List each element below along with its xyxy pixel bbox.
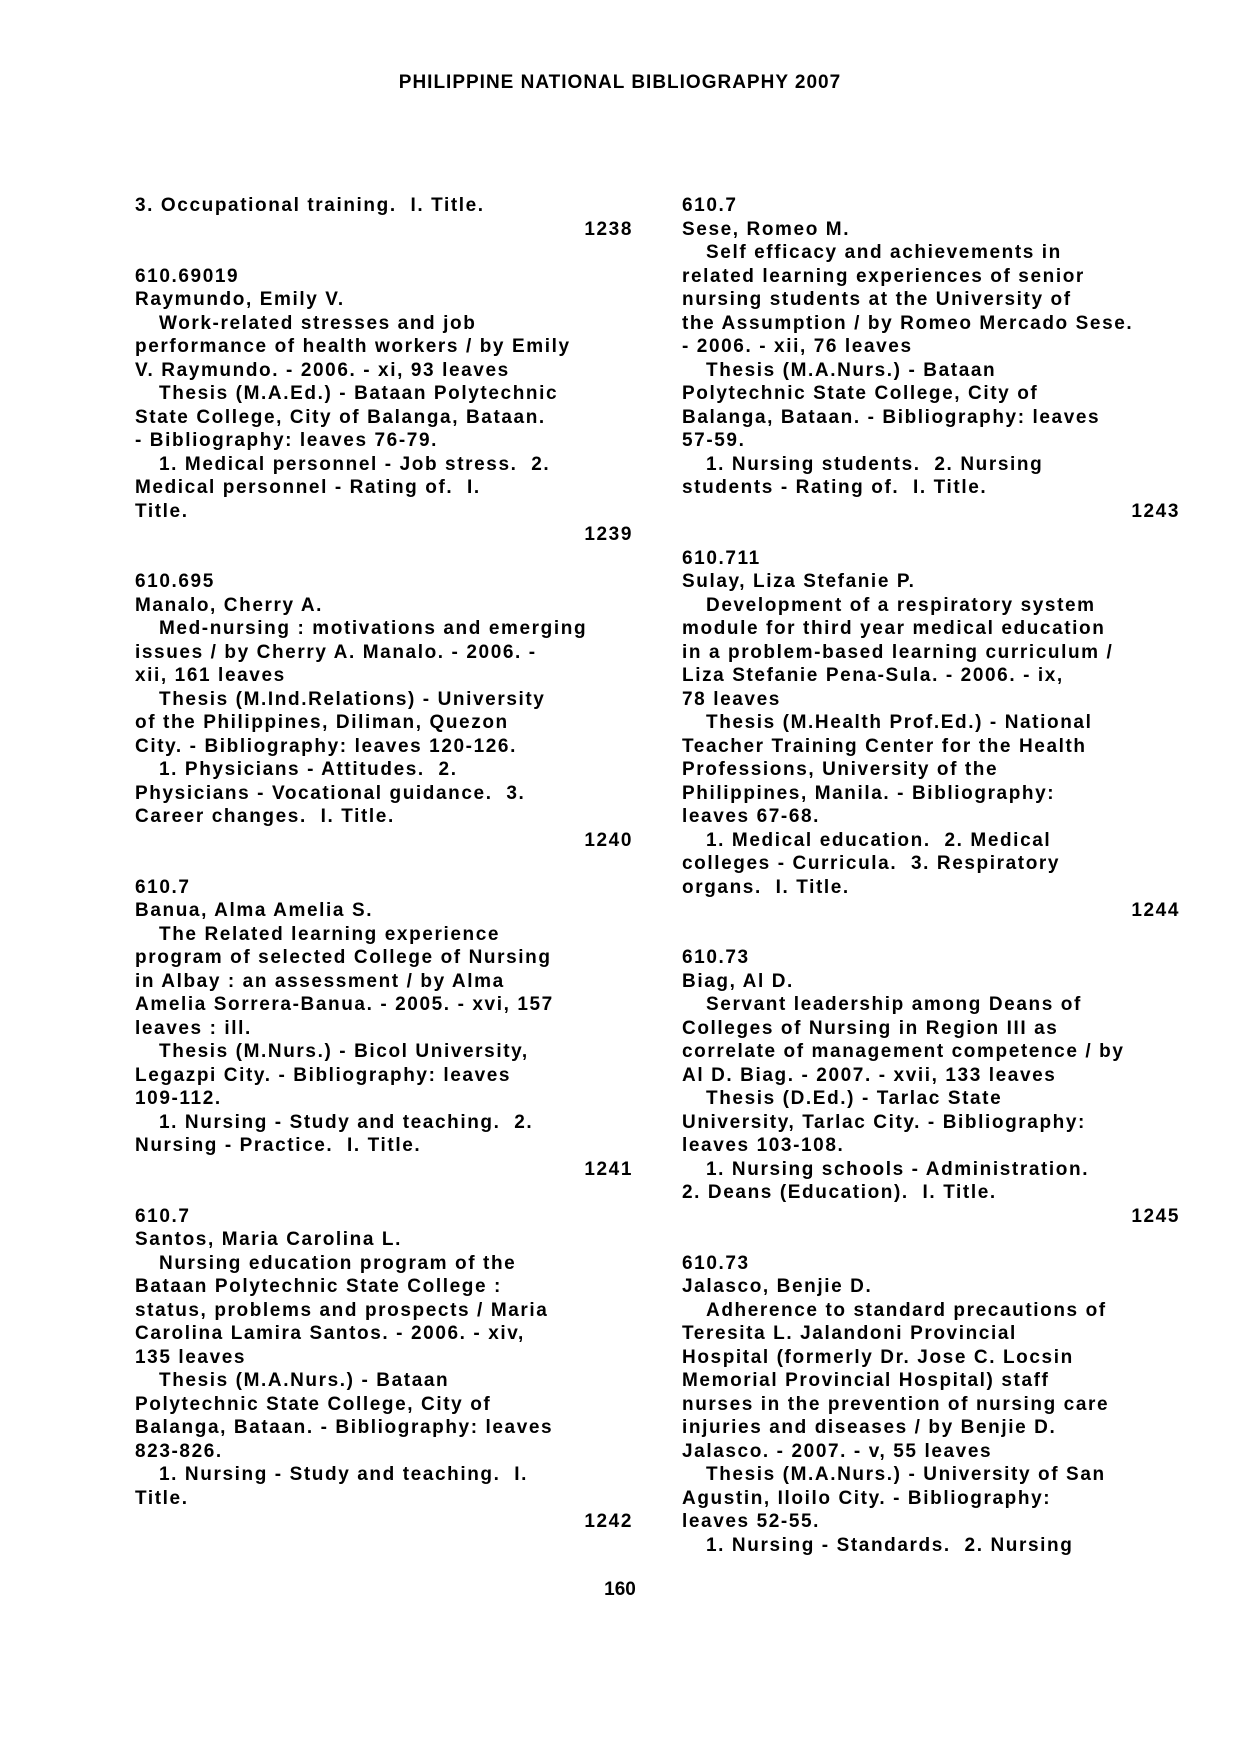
text-line: 823-826.: [135, 1440, 223, 1462]
text-line: correlate of management competence / by: [682, 1041, 1125, 1062]
entry-gap: [135, 1181, 633, 1205]
text-line: status, problems and prospects / Maria: [135, 1299, 549, 1321]
text-line: Amelia Sorrera-Banua. - 2005. - xvi, 157: [135, 994, 554, 1015]
text-line: 1. Physicians - Attitudes. 2.: [159, 759, 458, 780]
text-line: 610.73: [682, 1252, 750, 1274]
text-line: leaves 52-55.: [682, 1511, 821, 1532]
entry-gap: [682, 1228, 1180, 1252]
text-line: Polytechnic State College, City of: [682, 383, 1039, 404]
text-line: issues / by Cherry A. Manalo. - 2006. -: [135, 641, 537, 663]
entry-gap: [135, 852, 633, 876]
text-line: Nursing education program of the: [159, 1252, 517, 1274]
text-line: Philippines, Manila. - Bibliography:: [682, 782, 1056, 804]
text-line: 1. Nursing - Study and teaching. I.: [159, 1464, 529, 1485]
text-line: Teresita L. Jalandoni Provincial: [682, 1323, 1017, 1344]
text-line: Agustin, Iloilo City. - Bibliography:: [682, 1487, 1052, 1509]
entry-gap: [682, 923, 1180, 947]
text-line: Thesis (M.A.Nurs.) - Bataan: [159, 1370, 450, 1391]
text-line: 109-112.: [135, 1088, 222, 1109]
text-line: in Albay : an assessment / by Alma: [135, 970, 505, 992]
text-line: 3. Occupational training. I. Title.: [135, 195, 485, 216]
text-line: Legazpi City. - Bibliography: leaves: [135, 1064, 512, 1086]
text-line: Thesis (M.A.Nurs.) - University of San: [706, 1464, 1106, 1485]
text-line: Liza Stefanie Pena-Sula. - 2006. - ix,: [682, 665, 1064, 686]
text-line: leaves 103-108.: [682, 1135, 845, 1156]
text-line: Banua, Alma Amelia S.: [135, 900, 374, 921]
entry-gap: [135, 241, 633, 265]
entry-number: 1242: [584, 1511, 633, 1532]
text-line: Hospital (formerly Dr. Jose C. Locsin: [682, 1346, 1074, 1368]
text-line: Balanga, Bataan. - Bibliography: leaves: [682, 406, 1101, 428]
text-line: 57-59.: [682, 430, 746, 451]
text-line: State College, City of Balanga, Bataan.: [135, 406, 546, 428]
page-number: 160: [604, 1579, 636, 1600]
text-line: injuries and diseases / by Benjie D.: [682, 1417, 1057, 1438]
text-line: colleges - Curricula. 3. Respiratory: [682, 853, 1061, 874]
text-line: - Bibliography: leaves 76-79.: [135, 430, 438, 451]
text-line: Work-related stresses and job: [159, 312, 477, 334]
text-line: nursing students at the University of: [682, 289, 1072, 310]
text-line: organs. I. Title.: [682, 876, 850, 898]
text-line: 610.7: [682, 195, 738, 216]
text-line: Career changes. I. Title.: [135, 806, 395, 827]
text-line: module for third year medical education: [682, 618, 1106, 639]
text-line: students - Rating of. I. Title.: [682, 477, 988, 498]
entry-number: 1241: [584, 1158, 633, 1180]
text-line: Raymundo, Emily V.: [135, 289, 345, 310]
text-line: 610.711: [682, 547, 761, 569]
text-line: Sese, Romeo M.: [682, 218, 851, 240]
text-line: 610.73: [682, 947, 750, 968]
text-line: 610.69019: [135, 265, 240, 287]
text-line: Thesis (M.Nurs.) - Bicol University,: [159, 1041, 529, 1062]
text-line: Teacher Training Center for the Health: [682, 735, 1087, 757]
text-line: Thesis (D.Ed.) - Tarlac State: [706, 1088, 1003, 1109]
text-line: V. Raymundo. - 2006. - xi, 93 leaves: [135, 359, 510, 381]
text-line: City. - Bibliography: leaves 120-126.: [135, 735, 517, 757]
text-line: related learning experiences of senior: [682, 265, 1085, 287]
entry-number: 1244: [1131, 900, 1180, 921]
text-line: Jalasco, Benjie D.: [682, 1276, 873, 1297]
text-line: the Assumption / by Romeo Mercado Sese.: [682, 312, 1134, 334]
text-line: Thesis (M.A.Nurs.) - Bataan: [706, 359, 997, 381]
text-line: 610.695: [135, 571, 215, 592]
text-line: Thesis (M.A.Ed.) - Bataan Polytechnic: [159, 383, 559, 404]
text-line: Carolina Lamira Santos. - 2006. - xiv,: [135, 1323, 525, 1344]
entry-number: 1238: [584, 218, 633, 240]
text-line: nurses in the prevention of nursing care: [682, 1393, 1110, 1415]
text-line: leaves 67-68.: [682, 806, 821, 827]
text-line: 1. Nursing schools - Administration.: [706, 1158, 1090, 1180]
text-line: 610.7: [135, 1205, 191, 1227]
text-line: 78 leaves: [682, 688, 781, 710]
text-line: Title.: [135, 1487, 189, 1509]
text-line: Memorial Provincial Hospital) staff: [682, 1370, 1050, 1391]
text-line: Med-nursing : motivations and emerging: [159, 618, 588, 639]
entry-number: 1240: [584, 829, 633, 851]
text-line: University, Tarlac City. - Bibliography:: [682, 1111, 1086, 1133]
text-line: Al D. Biag. - 2007. - xvii, 133 leaves: [682, 1064, 1057, 1086]
text-line: 2. Deans (Education). I. Title.: [682, 1182, 997, 1203]
text-line: Bataan Polytechnic State College :: [135, 1276, 502, 1297]
text-line: 1. Nursing - Study and teaching. 2.: [159, 1111, 534, 1133]
text-line: Santos, Maria Carolina L.: [135, 1229, 402, 1250]
text-line: Biag, Al D.: [682, 970, 794, 992]
text-line: Medical personnel - Rating of. I.: [135, 477, 481, 498]
text-line: Jalasco. - 2007. - v, 55 leaves: [682, 1440, 993, 1462]
text-line: 1. Nursing - Standards. 2. Nursing: [706, 1534, 1074, 1556]
text-line: 610.7: [135, 876, 191, 898]
entry-number: 1239: [584, 524, 633, 545]
page-header: PHILIPPINE NATIONAL BIBLIOGRAPHY 2007: [398, 72, 842, 93]
text-line: program of selected College of Nursing: [135, 947, 552, 968]
right-column: [682, 194, 1180, 1557]
text-line: Development of a respiratory system: [706, 594, 1096, 616]
text-line: Thesis (M.Health Prof.Ed.) - National: [706, 712, 1093, 733]
text-line: Manalo, Cherry A.: [135, 594, 324, 616]
text-line: Title.: [135, 500, 189, 522]
text-line: - 2006. - xii, 76 leaves: [682, 336, 913, 357]
text-line: Nursing - Practice. I. Title.: [135, 1135, 422, 1156]
text-line: Thesis (M.Ind.Relations) - University: [159, 688, 546, 710]
text-line: 1. Medical personnel - Job stress. 2.: [159, 453, 551, 475]
text-line: Balanga, Bataan. - Bibliography: leaves: [135, 1417, 554, 1438]
text-line: performance of health workers / by Emily: [135, 336, 571, 357]
text-line: xii, 161 leaves: [135, 665, 286, 686]
text-line: 1. Nursing students. 2. Nursing: [706, 453, 1044, 475]
text-line: Colleges of Nursing in Region III as: [682, 1017, 1059, 1039]
left-column: [135, 194, 633, 1534]
text-line: 1. Medical education. 2. Medical: [706, 829, 1052, 851]
entry-number: 1245: [1131, 1205, 1180, 1227]
text-line: 135 leaves: [135, 1346, 247, 1368]
text-line: Polytechnic State College, City of: [135, 1393, 492, 1415]
text-line: in a problem-based learning curriculum /: [682, 641, 1114, 663]
entry-number: 1243: [1131, 500, 1180, 522]
text-line: of the Philippines, Diliman, Quezon: [135, 712, 509, 733]
text-line: Sulay, Liza Stefanie P.: [682, 571, 916, 592]
text-line: Servant leadership among Deans of: [706, 994, 1082, 1015]
entry-gap: [135, 547, 633, 571]
text-line: Adherence to standard precautions of: [706, 1299, 1107, 1321]
text-line: Self efficacy and achievements in: [706, 242, 1062, 263]
text-line: Professions, University of the: [682, 759, 999, 780]
entry-gap: [682, 523, 1180, 547]
text-line: leaves : ill.: [135, 1017, 252, 1039]
text-line: Physicians - Vocational guidance. 3.: [135, 782, 526, 804]
text-line: The Related learning experience: [159, 923, 501, 945]
